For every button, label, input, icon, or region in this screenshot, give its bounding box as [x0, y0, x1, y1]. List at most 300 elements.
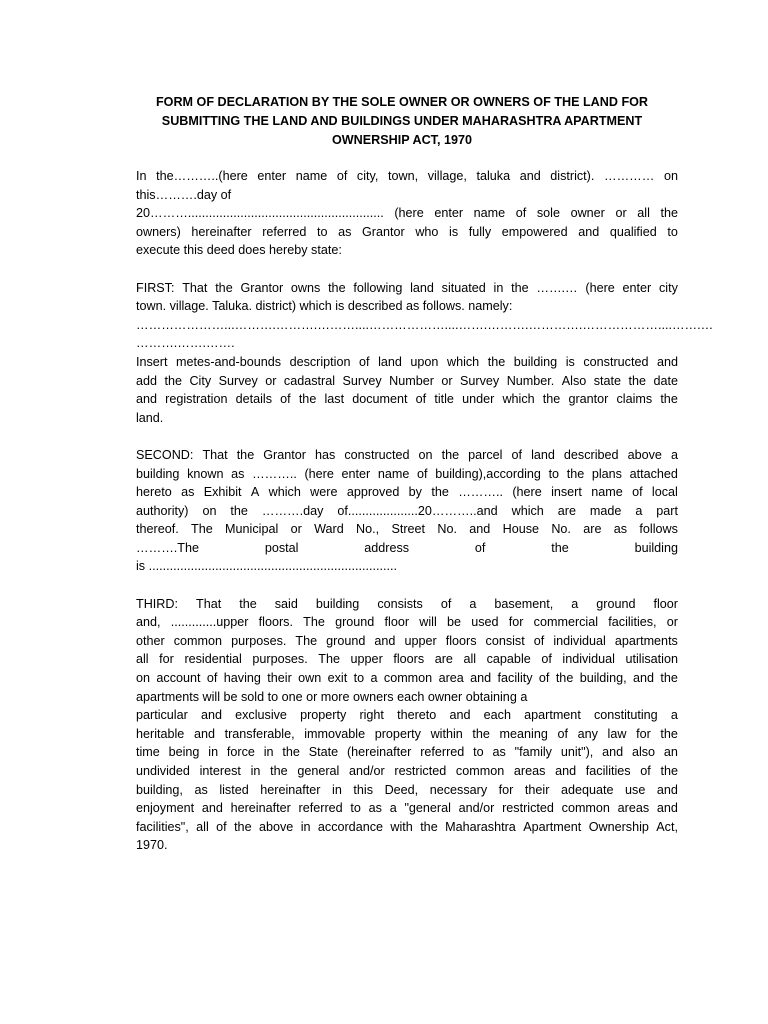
- word: as: [613, 522, 628, 537]
- word: the: [660, 392, 678, 407]
- word: on: [202, 503, 217, 518]
- word: facility: [497, 671, 533, 686]
- word: all: [637, 206, 650, 221]
- third-line: [136, 650, 678, 669]
- word: Act,: [656, 819, 678, 834]
- word: right: [359, 708, 384, 723]
- word: enter: [434, 206, 464, 221]
- word: a: [389, 801, 397, 816]
- word: Number.: [506, 373, 555, 388]
- intro-line: execute this deed does hereby state:: [136, 243, 342, 258]
- word: of: [206, 671, 218, 686]
- word: or: [441, 373, 453, 388]
- word: utilisation: [625, 652, 678, 667]
- word: meaning: [499, 726, 548, 741]
- word: building,: [136, 782, 183, 797]
- word: common: [561, 801, 610, 816]
- word: and: [656, 354, 678, 369]
- word: undivided: [136, 764, 190, 778]
- word: common: [383, 671, 433, 686]
- word: time: [136, 745, 160, 760]
- word: all: [196, 819, 209, 834]
- word: Survey: [460, 373, 500, 388]
- word: to: [316, 224, 328, 239]
- third-line: [136, 595, 678, 614]
- word: are: [434, 652, 453, 667]
- word: or: [666, 615, 678, 630]
- word: Street: [391, 522, 426, 537]
- word: the: [628, 373, 646, 388]
- word: situated: [441, 280, 486, 295]
- word: ground: [335, 615, 375, 630]
- word: known: [187, 466, 224, 481]
- word: for: [508, 615, 524, 630]
- word: a: [469, 596, 477, 611]
- first-line: …………………...……….……….………....………………....…….……….………….………………....…….…: [136, 317, 714, 332]
- word: hereto: [136, 485, 172, 500]
- word: common: [173, 633, 223, 648]
- word: follows: [639, 522, 678, 537]
- word: as: [194, 782, 208, 797]
- word: and: [602, 745, 624, 760]
- word: exclusive: [235, 708, 287, 723]
- second-line: [136, 483, 678, 502]
- title-line-2: SUBMITTING THE LAND AND BUILDINGS UNDER MAHARASHTRA APARTMENT: [161, 114, 643, 128]
- word: property: [300, 708, 347, 723]
- word: or: [265, 373, 277, 388]
- word: this: [353, 782, 374, 797]
- word: area: [438, 671, 464, 686]
- word: building: [136, 466, 180, 481]
- word: The: [295, 633, 318, 648]
- word: and: [469, 522, 491, 537]
- word: FIRST:: [136, 280, 175, 295]
- word: …….…: [536, 280, 578, 295]
- word: as: [368, 801, 382, 816]
- intro-line: [136, 167, 678, 186]
- word: City: [189, 373, 212, 388]
- word: transferable,: [224, 726, 295, 741]
- word: facilities",: [136, 819, 189, 834]
- word: House: [502, 522, 540, 537]
- intro-paragraph: [136, 167, 678, 260]
- third-line: [136, 725, 678, 744]
- word: to: [353, 671, 365, 686]
- word: and: [449, 708, 471, 723]
- word: of: [474, 540, 486, 555]
- word: date: [653, 373, 678, 388]
- word: Municipal: [225, 522, 279, 537]
- word: under: [462, 392, 495, 407]
- word: the: [472, 726, 490, 741]
- word: upon: [410, 354, 439, 369]
- second-line: [136, 446, 678, 465]
- word: which: [511, 503, 544, 518]
- word: Grantor: [240, 280, 284, 295]
- word: Insert: [136, 354, 168, 369]
- word: and: [374, 633, 396, 648]
- word: apartment: [524, 708, 581, 723]
- word: ground: [596, 596, 636, 611]
- word: floors: [393, 652, 425, 667]
- word: and: [193, 726, 215, 741]
- word: building: [315, 596, 360, 611]
- third-line: [136, 762, 678, 781]
- word: account: [156, 671, 201, 686]
- word: are: [557, 503, 576, 518]
- word: areas: [513, 764, 546, 778]
- word: in: [250, 764, 261, 778]
- word: That: [182, 280, 208, 295]
- word: No.,: [356, 522, 380, 537]
- intro-line: [136, 204, 678, 223]
- word: which: [502, 392, 535, 407]
- word: Survey: [218, 373, 258, 388]
- word: force: [226, 745, 255, 760]
- word: local: [651, 485, 678, 500]
- word: consist: [485, 633, 525, 648]
- word: law: [607, 726, 627, 741]
- word: use: [625, 782, 646, 797]
- word: land: [531, 447, 555, 462]
- word: enter: [341, 466, 371, 481]
- word: Maharashtra: [445, 819, 516, 834]
- word: the: [660, 671, 678, 686]
- word: document: [352, 392, 408, 407]
- word: of....................20………..and: [337, 503, 498, 518]
- word: listed: [219, 782, 249, 797]
- word: land: [378, 354, 402, 369]
- word: a: [370, 671, 378, 686]
- word: for: [498, 782, 514, 797]
- word: and: [200, 708, 222, 723]
- second-paragraph: [136, 446, 678, 576]
- word: (here: [394, 206, 424, 221]
- word: That: [196, 596, 222, 611]
- word: of: [515, 206, 527, 221]
- word: The: [318, 652, 340, 667]
- word: of: [336, 169, 348, 183]
- word: registration: [165, 392, 228, 407]
- word: as: [181, 485, 195, 500]
- word: the: [542, 392, 561, 407]
- word: said: [274, 596, 298, 611]
- word: in: [300, 819, 311, 834]
- word: owns: [290, 280, 321, 295]
- word: were: [310, 485, 338, 500]
- word: and: [555, 764, 577, 778]
- word: which: [446, 354, 480, 369]
- word: and: [470, 671, 492, 686]
- word: immovable: [304, 726, 366, 741]
- word: of: [216, 819, 227, 834]
- word: by: [408, 485, 422, 500]
- word: as: [492, 745, 506, 760]
- word: ………..: [458, 485, 503, 500]
- word: A: [250, 485, 260, 500]
- word: attached: [629, 466, 678, 481]
- word: a: [635, 503, 643, 518]
- word: the: [239, 596, 257, 611]
- word: on: [418, 447, 433, 462]
- word: (here: [512, 485, 542, 500]
- word: SECOND:: [136, 447, 194, 462]
- word: facilities,: [608, 615, 657, 630]
- word: address: [364, 540, 410, 555]
- word: commercial: [533, 615, 599, 630]
- document-body: [136, 167, 714, 855]
- word: of: [557, 726, 568, 741]
- word: city: [659, 280, 678, 295]
- word: (here: [304, 466, 334, 481]
- word: will: [419, 615, 437, 630]
- word: of: [533, 633, 545, 648]
- word: building: [634, 540, 678, 555]
- word: taluka: [476, 169, 511, 183]
- word: cadastral: [283, 373, 336, 388]
- word: part: [656, 503, 678, 518]
- word: of: [541, 652, 552, 667]
- word: details: [235, 392, 273, 407]
- word: for: [636, 726, 651, 741]
- word: the: [551, 540, 569, 555]
- word: referred: [262, 224, 307, 239]
- word: name: [295, 169, 328, 183]
- word: the: [236, 447, 255, 462]
- word: being: [168, 745, 200, 760]
- second-line: [136, 502, 678, 521]
- word: owner: [570, 206, 605, 221]
- word: areas: [617, 801, 650, 816]
- word: of: [415, 392, 427, 407]
- word: No.: [437, 522, 457, 537]
- word: the: [487, 354, 506, 369]
- word: in: [208, 745, 219, 760]
- word: property: [374, 726, 421, 741]
- word: of: [632, 485, 643, 500]
- word: facilities: [585, 764, 631, 778]
- word: or: [615, 206, 627, 221]
- first-line: ……….…….…….: [136, 336, 235, 351]
- third-line: [136, 613, 678, 632]
- word: Ward: [314, 522, 344, 537]
- word: description: [289, 354, 351, 369]
- word: interest: [199, 764, 241, 778]
- word: heritable: [136, 726, 185, 741]
- word: village,: [427, 169, 467, 183]
- word: the: [420, 819, 438, 834]
- word: to: [667, 224, 678, 239]
- word: upper: [350, 652, 383, 667]
- word: Exhibit: [203, 485, 242, 500]
- second-line: is .......................................................................: [136, 559, 398, 574]
- word: ………..: [252, 466, 297, 481]
- title-line-1: FORM OF DECLARATION BY THE SOLE OWNER OR OWNERS OF THE LAND FOR: [155, 95, 649, 109]
- third-line: [136, 632, 678, 651]
- word: the: [270, 764, 288, 778]
- word: also: [631, 745, 656, 760]
- word: apartments: [614, 633, 678, 648]
- word: described: [563, 447, 619, 462]
- word: particular: [136, 708, 188, 723]
- third-line: 1970.: [136, 838, 168, 853]
- word: all: [136, 652, 149, 667]
- document-title: [118, 93, 686, 150]
- word: to: [350, 801, 361, 816]
- word: of: [538, 671, 550, 686]
- word: name: [377, 466, 410, 481]
- word: Grantor: [362, 224, 405, 239]
- second-line: [136, 520, 678, 539]
- word: which: [268, 485, 301, 500]
- word: ……….day: [261, 503, 324, 518]
- word: and/or: [458, 801, 495, 816]
- third-line: [136, 669, 678, 688]
- word: (hereinafter: [346, 745, 412, 760]
- word: last: [324, 392, 345, 407]
- word: add: [136, 373, 158, 388]
- word: purposes.: [252, 652, 308, 667]
- word: referred: [420, 745, 465, 760]
- word: the: [215, 280, 233, 295]
- word: constructed: [583, 354, 649, 369]
- word: adequate: [560, 782, 614, 797]
- word: the: [566, 466, 585, 481]
- third-line: apartments will be sold to one or more owners each owner obtaining a: [136, 689, 528, 704]
- first-line: [136, 353, 678, 372]
- first-line: land.: [136, 410, 164, 425]
- word: be: [446, 615, 461, 630]
- word: enjoyment: [136, 801, 195, 816]
- word: Ownership: [588, 819, 649, 834]
- third-line: [136, 743, 678, 762]
- word: the: [660, 726, 678, 741]
- word: purposes.: [231, 633, 287, 648]
- word: the: [328, 280, 346, 295]
- word: ……….The: [136, 540, 199, 555]
- word: exit: [327, 671, 348, 686]
- word: as: [231, 466, 245, 481]
- word: enter: [257, 169, 287, 183]
- word: the: [555, 671, 574, 686]
- word: made: [589, 503, 622, 518]
- word: constituting: [593, 708, 658, 723]
- word: on: [663, 169, 678, 183]
- word: and: [656, 801, 678, 816]
- word: land: [410, 280, 434, 295]
- word: Apartment: [523, 819, 582, 834]
- word: within: [430, 726, 463, 741]
- second-line: [136, 465, 678, 484]
- word: individual: [553, 633, 606, 648]
- third-line: [136, 781, 678, 800]
- word: and: [578, 224, 600, 239]
- word: That: [202, 447, 228, 462]
- word: to: [473, 745, 484, 760]
- first-line: [136, 390, 678, 409]
- third-line: [136, 818, 678, 837]
- word: a: [571, 596, 579, 611]
- word: hereinafter: [191, 224, 252, 239]
- word: of: [640, 764, 651, 778]
- first-line: town. village. Taluka. district) which is described as follows. namely:: [136, 299, 513, 314]
- first-line: [136, 372, 678, 391]
- word: used: [471, 615, 499, 630]
- word: having: [223, 671, 261, 686]
- word: each: [483, 708, 511, 723]
- word: THIRD:: [136, 596, 178, 611]
- word: The: [191, 522, 213, 537]
- word: claims: [616, 392, 653, 407]
- word: of: [359, 354, 370, 369]
- word: the: [230, 503, 248, 518]
- word: the: [234, 819, 252, 834]
- word: hereinafter: [230, 801, 291, 816]
- word: Survey: [342, 373, 382, 388]
- word: constructed: [344, 447, 410, 462]
- word: plans: [591, 466, 622, 481]
- word: for: [159, 652, 174, 667]
- word: following: [353, 280, 403, 295]
- word: .............upper: [170, 615, 249, 630]
- title-line-3: OWNERSHIP ACT, 1970: [332, 133, 472, 147]
- word: (here: [585, 280, 615, 295]
- word: postal: [264, 540, 299, 555]
- word: empowered: [501, 224, 568, 239]
- word: the: [431, 485, 449, 500]
- word: above: [258, 819, 294, 834]
- word: enter: [622, 280, 652, 295]
- word: floors: [445, 633, 477, 648]
- word: metes-and-bounds: [176, 354, 282, 369]
- word: owners): [136, 224, 181, 239]
- word: are: [583, 522, 602, 537]
- word: consists: [377, 596, 423, 611]
- word: and/or: [349, 764, 385, 778]
- word: own: [298, 671, 322, 686]
- word: insert: [551, 485, 582, 500]
- word: a: [670, 708, 678, 723]
- word: the: [164, 373, 182, 388]
- word: building,: [579, 671, 627, 686]
- word: the: [298, 392, 317, 407]
- word: title: [434, 392, 454, 407]
- word: fully: [468, 224, 492, 239]
- word: and: [656, 782, 678, 797]
- word: 20………........................................................: [136, 206, 384, 221]
- word: …………: [603, 169, 655, 183]
- word: and,: [136, 615, 161, 630]
- word: No.: [551, 522, 571, 537]
- word: Grantor: [263, 447, 306, 462]
- word: of: [417, 466, 428, 481]
- word: in: [332, 782, 342, 797]
- word: city,: [356, 169, 379, 183]
- word: common: [455, 764, 505, 778]
- word: the………..(here: [156, 169, 248, 183]
- word: restricted: [502, 801, 554, 816]
- word: floor: [384, 615, 410, 630]
- word: thereto: [397, 708, 437, 723]
- word: all: [463, 652, 477, 667]
- word: residential: [184, 652, 242, 667]
- word: the: [660, 206, 678, 221]
- word: building: [513, 354, 558, 369]
- first-line: [136, 279, 678, 298]
- second-line: [136, 539, 678, 558]
- intro-line: this……….day of: [136, 187, 232, 202]
- word: in: [263, 745, 274, 760]
